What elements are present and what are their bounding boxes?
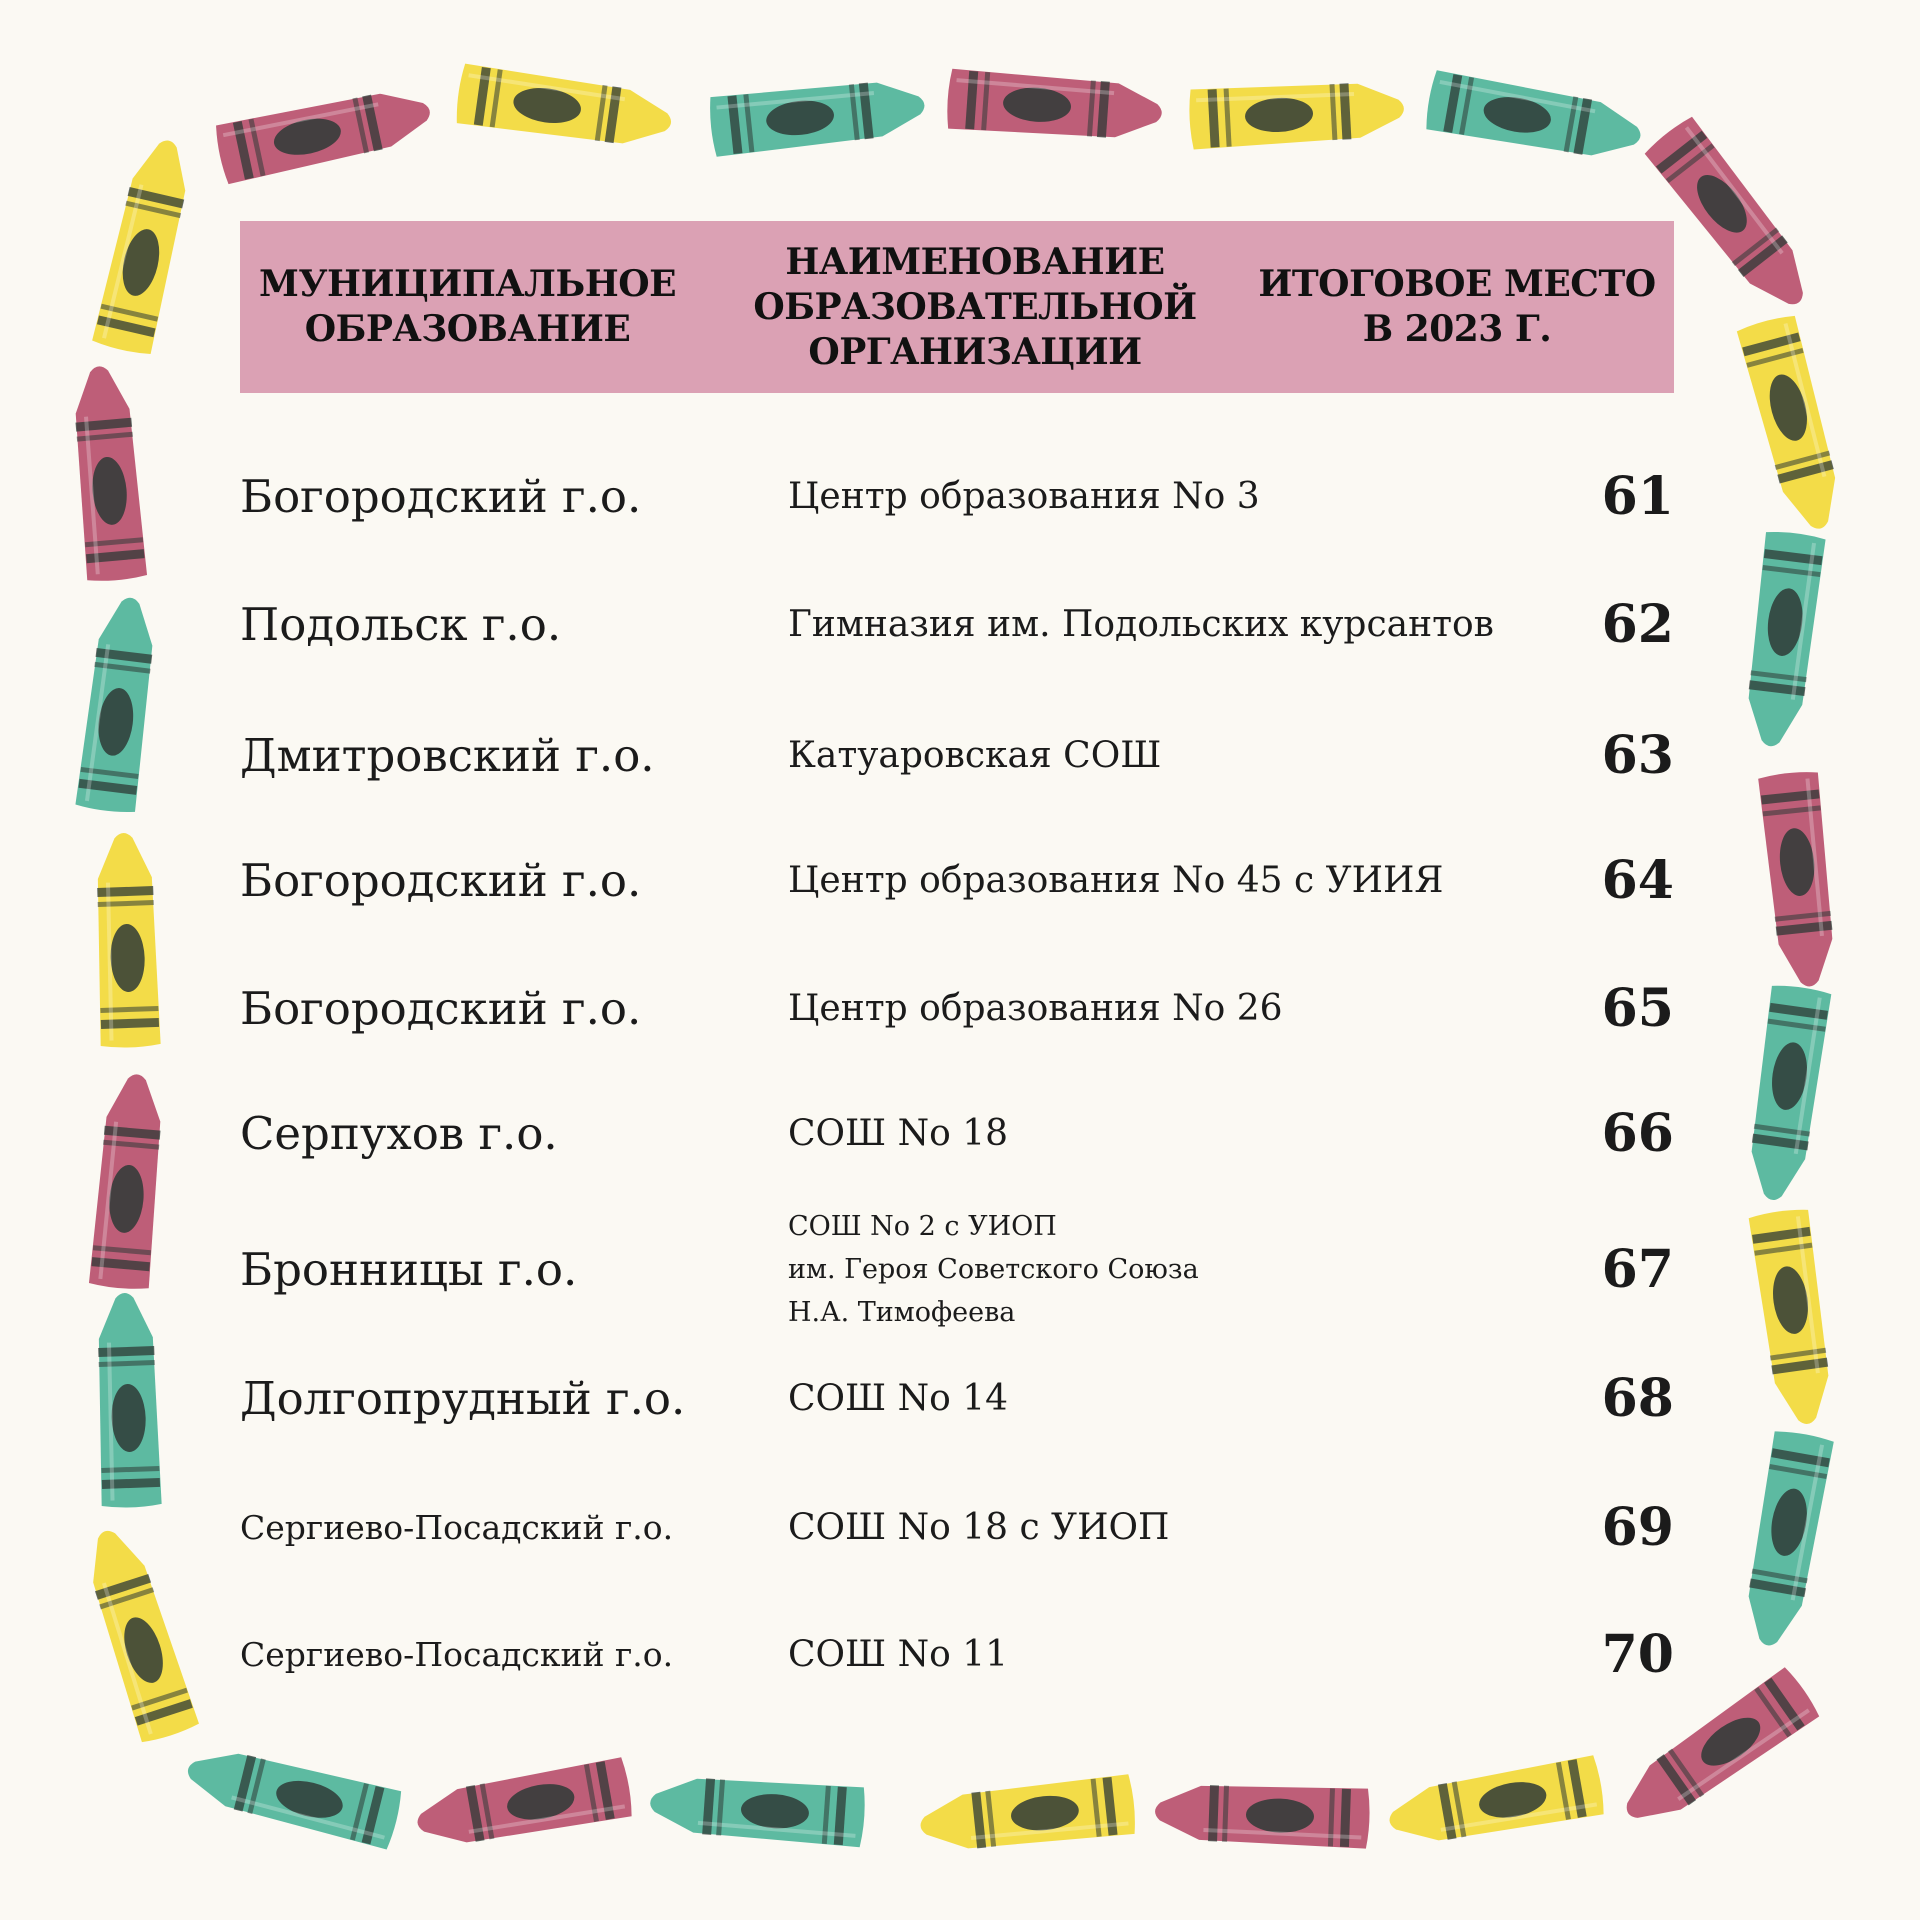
organization-cell: СОШ No 11 <box>788 1633 1009 1675</box>
crayon-21 <box>94 1292 161 1508</box>
municipality-cell: Богородский г.о. <box>240 469 642 523</box>
organization-cell: Гимназия им. Подольских курсантов <box>788 603 1494 645</box>
organization-cell: Центр образования No 3 <box>788 475 1260 517</box>
crayon-20 <box>76 1522 199 1745</box>
municipality-cell: Богородский г.о. <box>240 981 642 1035</box>
crayon-10 <box>1742 983 1831 1204</box>
place-cell: 69 <box>1601 1496 1674 1558</box>
table-row <box>240 953 1674 1063</box>
crayon-5 <box>1424 70 1646 166</box>
crayon-16 <box>917 1774 1137 1856</box>
table-row <box>240 1343 1674 1453</box>
crayon-17 <box>648 1773 866 1848</box>
organization-cell: Катуаровская СОШ <box>788 734 1162 776</box>
crayon-2 <box>708 75 928 157</box>
header-final-place: ИТОГОВОЕ МЕСТО В 2023 Г. <box>1258 263 1656 350</box>
organization-cell: СОШ No 2 с УИОП им. Героя Советского Союза Н.А. Тимофеева <box>788 1210 1199 1328</box>
organization-cell: СОШ No 18 <box>788 1112 1009 1154</box>
municipality-cell: Сергиево-Посадский г.о. <box>240 1634 674 1674</box>
crayon-4 <box>1188 78 1405 149</box>
table-row <box>240 1078 1674 1188</box>
crayon-25 <box>69 364 147 583</box>
place-cell: 61 <box>1601 465 1674 527</box>
crayon-8 <box>1740 530 1826 750</box>
table-row <box>240 825 1674 935</box>
organization-cell: СОШ No 18 с УИОП <box>788 1506 1170 1548</box>
crayon-19 <box>181 1740 404 1850</box>
place-cell: 66 <box>1601 1102 1674 1164</box>
header-municipality: МУНИЦИПАЛЬНОЕ ОБРАЗОВАНИЕ <box>258 263 677 350</box>
organization-cell: Центр образования No 26 <box>788 987 1283 1029</box>
place-cell: 65 <box>1601 977 1674 1039</box>
table-row <box>240 700 1674 810</box>
table-row <box>240 569 1674 679</box>
table-header <box>240 221 1674 393</box>
place-cell: 70 <box>1601 1623 1674 1685</box>
crayon-7 <box>1736 313 1849 536</box>
crayon-1 <box>454 63 675 152</box>
crayon-14 <box>1384 1755 1606 1851</box>
organization-cell: СОШ No 14 <box>788 1377 1009 1419</box>
place-cell: 63 <box>1601 724 1674 786</box>
municipality-cell: Бронницы г.о. <box>240 1242 578 1296</box>
crayon-12 <box>1738 1429 1834 1651</box>
crayon-22 <box>89 1072 167 1291</box>
municipality-cell: Долгопрудный г.о. <box>240 1371 686 1425</box>
place-cell: 64 <box>1601 849 1674 911</box>
header-organization: НАИМЕНОВАНИЕ ОБРАЗОВАТЕЛЬНОЙ ОРГАНИЗАЦИИ <box>753 240 1197 373</box>
crayon-9 <box>1758 770 1840 990</box>
crayon-3 <box>946 69 1164 144</box>
place-cell: 67 <box>1601 1238 1674 1300</box>
crayon-15 <box>1154 1781 1370 1848</box>
municipality-cell: Серпухов г.о. <box>240 1106 558 1160</box>
crayon-11 <box>1748 1207 1837 1428</box>
place-cell: 68 <box>1601 1367 1674 1429</box>
crayon-18 <box>412 1757 634 1853</box>
table-row <box>240 441 1674 551</box>
organization-cell: Центр образования No 45 с УИИЯ <box>788 859 1444 901</box>
table-row <box>240 1472 1674 1582</box>
table-row <box>240 1599 1674 1709</box>
crayon-26 <box>92 134 199 356</box>
place-cell: 62 <box>1601 593 1674 655</box>
municipality-cell: Богородский г.о. <box>240 853 642 907</box>
crayon-0 <box>214 81 436 184</box>
crayon-23 <box>93 832 160 1048</box>
municipality-cell: Подольск г.о. <box>240 597 562 651</box>
municipality-cell: Дмитровский г.о. <box>240 728 655 782</box>
municipality-cell: Сергиево-Посадский г.о. <box>240 1507 674 1547</box>
crayon-24 <box>75 594 161 814</box>
table-row <box>240 1210 1674 1328</box>
